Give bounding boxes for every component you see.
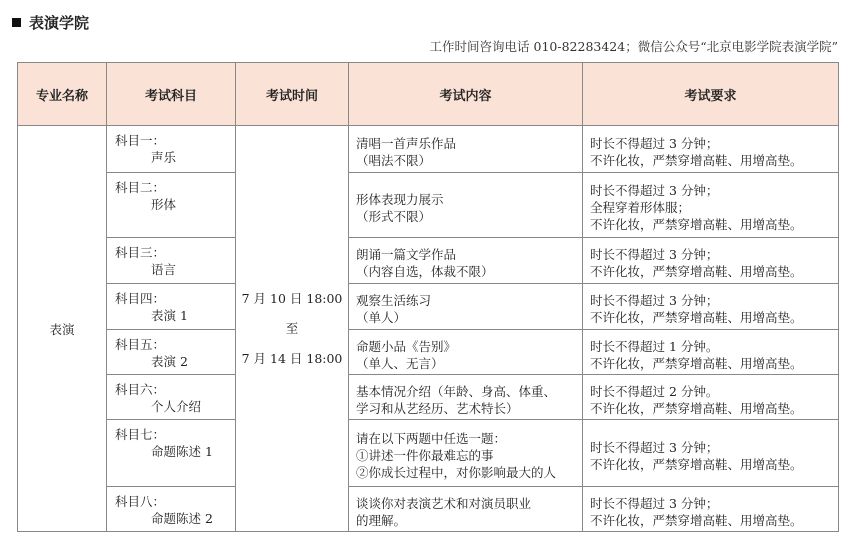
cell-line: 科目二：	[115, 180, 166, 195]
cell-line: 不许化妆，严禁穿增高鞋、用增高垫。	[590, 355, 803, 371]
requirement-cell	[583, 173, 839, 238]
section-title-text: 表演学院	[29, 14, 90, 32]
cell-line: 时长不得超过 3 分钟；	[590, 183, 719, 198]
cell-line: （形式不限）	[356, 208, 432, 224]
content-cell	[349, 330, 583, 375]
subject-cell	[107, 173, 236, 238]
cell-line: 语言	[151, 262, 177, 277]
content-cell	[349, 375, 583, 420]
cell-line: 不许化妆，严禁穿增高鞋、用增高垫。	[590, 512, 803, 528]
cell-line: 命题小品《告别》	[356, 338, 457, 354]
cell-line: 不许化妆，严禁穿增高鞋、用增高垫。	[590, 400, 803, 416]
subject-cell	[107, 330, 236, 375]
cell-line: 不许化妆，严禁穿增高鞋、用增高垫。	[590, 310, 803, 325]
cell-line: 表演 2	[151, 354, 188, 369]
cell-line: 时长不得超过 3 分钟；	[590, 495, 719, 511]
cell-line: 不许化妆，严禁穿增高鞋、用增高垫。	[590, 264, 803, 279]
cell-line: 不许化妆，严禁穿增高鞋、用增高垫。	[590, 456, 803, 472]
section-title	[12, 12, 89, 33]
cell-line: 清唱一首声乐作品	[356, 135, 457, 151]
cell-line: 朗诵一篇文学作品	[356, 247, 457, 262]
cell-line: 命题陈述 1	[151, 444, 213, 459]
cell-line: 个人介绍	[151, 399, 202, 414]
cell-line: 时长不得超过 2 分钟。	[590, 383, 719, 399]
cell-line: 时长不得超过 3 分钟；	[590, 439, 719, 455]
subject-cell	[107, 126, 236, 173]
cell-line: 观察生活练习	[356, 293, 432, 308]
subject-cell	[107, 284, 236, 330]
subject-cell	[107, 487, 236, 532]
table-row	[18, 330, 839, 375]
cell-line: （单人）	[356, 310, 407, 325]
header-subject: 考试科目	[107, 63, 236, 126]
table-row	[18, 420, 839, 487]
cell-line: 7 月 14 日 18:00	[241, 350, 343, 366]
cell-line: 科目五：	[115, 337, 166, 352]
requirement-cell	[583, 375, 839, 420]
content-cell	[349, 284, 583, 330]
table-row	[18, 284, 839, 330]
cell-line: 科目八：	[115, 494, 166, 509]
requirement-cell	[583, 487, 839, 532]
content-cell	[349, 173, 583, 238]
cell-line: ②你成长过程中，对你影响最大的人	[356, 465, 557, 480]
table-row	[18, 126, 839, 173]
cell-line: 全程穿着形体服；	[590, 200, 691, 215]
cell-line: 至	[285, 320, 299, 336]
cell-line: （内容自选，体裁不限）	[356, 264, 494, 279]
cell-line: 时长不得超过 3 分钟；	[590, 135, 719, 151]
cell-line: ①讲述一件你最难忘的事	[356, 448, 494, 463]
exam-table	[17, 62, 839, 532]
header-requirement: 考试要求	[583, 63, 839, 126]
cell-line: 时长不得超过 1 分钟。	[590, 338, 719, 354]
cell-line: 科目三：	[115, 245, 166, 260]
table-header	[18, 63, 839, 126]
subject-cell	[107, 420, 236, 487]
requirement-cell	[583, 330, 839, 375]
cell-line: 时长不得超过 3 分钟；	[590, 293, 719, 308]
cell-line: 形体	[151, 197, 177, 212]
cell-line: 命题陈述 2	[151, 511, 213, 526]
cell-line: 科目一：	[115, 133, 166, 148]
table-row	[18, 238, 839, 284]
cell-line: 声乐	[151, 150, 177, 165]
cell-line: 谈谈你对表演艺术和对演员职业	[356, 495, 532, 511]
table-row	[18, 487, 839, 532]
header-content: 考试内容	[349, 63, 583, 126]
cell-line: 不许化妆，严禁穿增高鞋、用增高垫。	[590, 152, 803, 168]
cell-line: 表演 1	[151, 308, 188, 323]
cell-line: 时长不得超过 3 分钟；	[590, 247, 719, 262]
cell-line: 形体表现力展示	[356, 191, 444, 207]
content-cell	[349, 420, 583, 487]
cell-line: （单人、无言）	[356, 355, 444, 371]
header-time: 考试时间	[236, 63, 349, 126]
major-cell: 表演	[18, 126, 107, 532]
square-bullet-icon	[12, 18, 21, 27]
requirement-cell	[583, 284, 839, 330]
exam-time-cell	[236, 126, 349, 532]
subject-cell	[107, 375, 236, 420]
requirement-cell	[583, 238, 839, 284]
content-cell	[349, 487, 583, 532]
table-row	[18, 375, 839, 420]
content-cell	[349, 238, 583, 284]
content-cell	[349, 126, 583, 173]
contact-info: 工作时间咨询电话 010-82283424；微信公众号“北京电影学院表演学院”	[429, 39, 838, 54]
cell-line: 科目七：	[115, 427, 166, 442]
table-row	[18, 173, 839, 238]
header-major: 专业名称	[18, 63, 107, 126]
cell-line: （唱法不限）	[356, 152, 432, 168]
cell-line: 7 月 10 日 18:00	[241, 290, 343, 306]
cell-line: 请在以下两题中任选一题：	[356, 431, 507, 446]
cell-line: 科目六：	[115, 382, 166, 397]
cell-line: 基本情况介绍（年龄、身高、体重、	[356, 383, 557, 399]
requirement-cell	[583, 420, 839, 487]
cell-line: 科目四：	[115, 291, 166, 306]
cell-line: 学习和从艺经历、艺术特长）	[356, 400, 519, 416]
requirement-cell	[583, 126, 839, 173]
cell-line: 的理解。	[356, 512, 407, 528]
cell-line: 不许化妆，严禁穿增高鞋、用增高垫。	[590, 217, 803, 232]
subject-cell	[107, 238, 236, 284]
